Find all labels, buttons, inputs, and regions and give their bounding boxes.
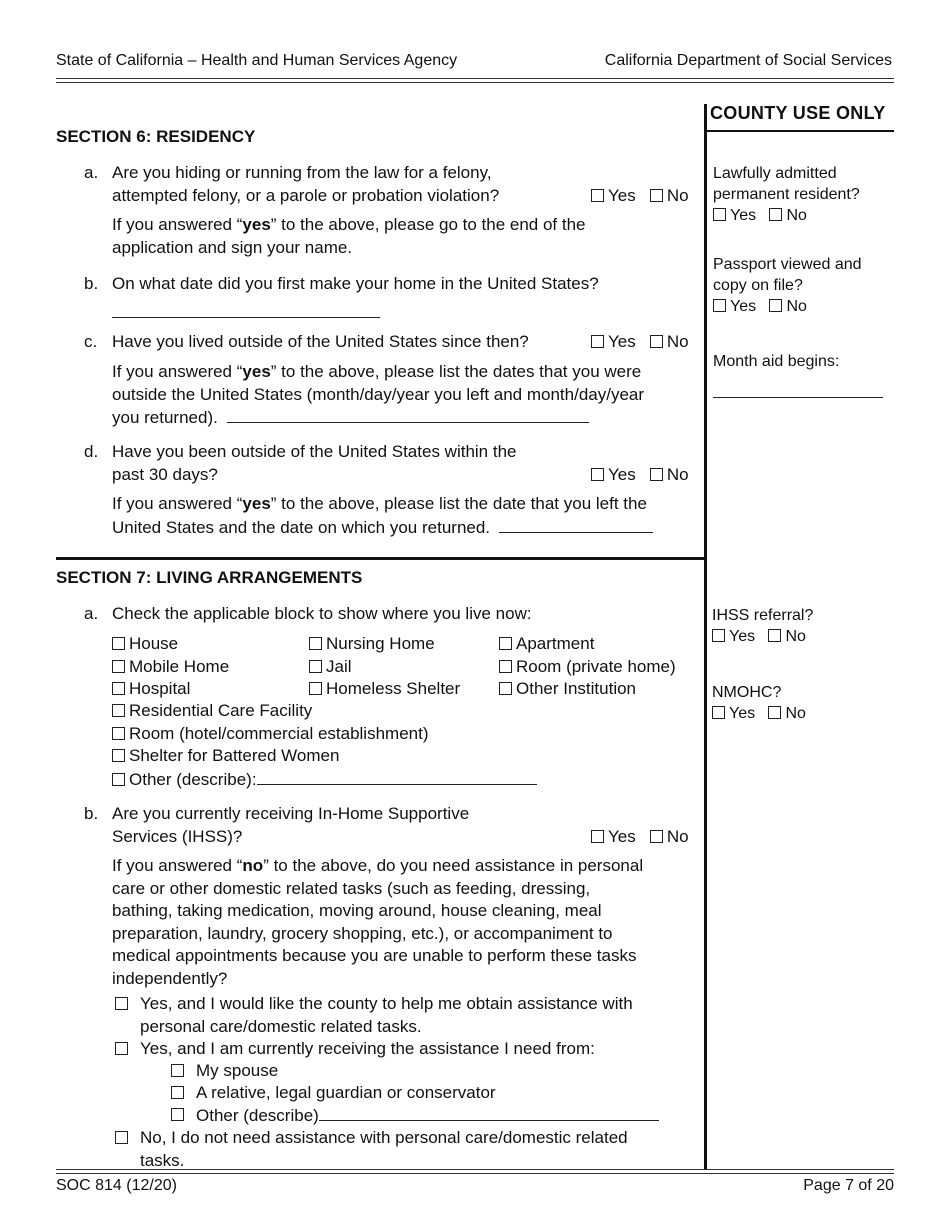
nursing-home-checkbox[interactable] (309, 637, 322, 650)
q7a-text: Check the applicable block to show where you live now: (112, 604, 532, 623)
county-title-rule (706, 130, 894, 132)
q6d-yes-no: Yes No (591, 464, 689, 487)
homeless-shelter-checkbox[interactable] (309, 682, 322, 695)
residence-col2: Nursing Home Jail Homeless Shelter (309, 633, 460, 701)
county-ihss-question: IHSS referral? Yes No (712, 607, 814, 645)
header-rule-1 (56, 78, 894, 79)
section-divider (56, 557, 707, 560)
residence-rows: Residential Care Facility Room (hotel/commercial establishment) Shelter for Battered Women Other (describe): (112, 700, 537, 791)
county-lawful-question: Lawfully admitted permanent resident? Yes No (713, 165, 860, 224)
other-helper-text: Other (describe) (196, 1104, 659, 1128)
q7b-note: If you answered “no” to the above, do you need assistance in personal care or other domestic related tasks (such as feeding, dressing, bathing, taking medication, moving around, house cleaning, meal preparation, laundry, grocery shopping, etc.), or accompaniment to medical appointments because you are unable to perform these tasks independently? (112, 856, 644, 988)
header-agency: State of California – Health and Human Services Agency (56, 52, 458, 69)
residential-care-checkbox[interactable] (112, 704, 125, 717)
q6c-text: Have you lived outside of the United States since then? (112, 332, 529, 351)
apartment-checkbox[interactable] (499, 637, 512, 650)
county-divider (704, 104, 707, 1170)
q6c-letter: c. (84, 332, 98, 351)
q6c-note: If you answered “yes” to the above, please list the dates that you were outside the United States (month/day/year you left and month/day/year you returned). (112, 362, 645, 427)
footer-rule-1 (56, 1169, 894, 1170)
month-aid-label: Month aid begins: (713, 353, 840, 370)
q7b-yes-no: Yes No (591, 826, 689, 849)
q7a-letter: a. (84, 604, 99, 623)
assist-yes-receiving-text: Yes, and I am currently receiving the assistance I need from: (140, 1039, 595, 1058)
jail-checkbox[interactable] (309, 660, 322, 673)
q6b-text: On what date did you first make your home in the United States? (112, 274, 599, 293)
q6c-yes-checkbox[interactable] (591, 335, 604, 348)
other-residence-field[interactable] (257, 768, 537, 785)
q7b-yes-checkbox[interactable] (591, 830, 604, 843)
header-rule-2 (56, 82, 894, 83)
q6a-yes-no: Yes No (591, 185, 689, 208)
q6a-no-checkbox[interactable] (650, 189, 663, 202)
nmohc-yes-checkbox[interactable] (712, 706, 725, 719)
q6c-dates-field[interactable] (227, 406, 589, 423)
q7b-letter: b. (84, 804, 99, 823)
county-nmohc-question: NMOHC? Yes No (712, 684, 806, 722)
q6a-letter: a. (84, 163, 99, 182)
county-passport-question: Passport viewed and copy on file? Yes No (713, 256, 862, 315)
residence-col3: Apartment Room (private home) Other Institution (499, 633, 676, 701)
header-department: California Department of Social Services (604, 52, 892, 69)
spouse-text: My spouse (196, 1061, 279, 1080)
page-number: Page 7 of 20 (803, 1177, 894, 1194)
q7b-no-checkbox[interactable] (650, 830, 663, 843)
q6a-text: Are you hiding or running from the law for a felony, attempted felony, or a parole or probation violation? (112, 163, 500, 205)
assist-yes-receiving-checkbox[interactable] (115, 1042, 128, 1055)
passport-no-checkbox[interactable] (769, 299, 782, 312)
county-use-title: COUNTY USE ONLY (710, 103, 886, 123)
q6d-note: If you answered “yes” to the above, please list the date that you left the United States and the date on which you returned. (112, 493, 653, 539)
assist-no-text: No, I do not need assistance with personal care/domestic related tasks. (140, 1128, 628, 1170)
q6d-no-checkbox[interactable] (650, 468, 663, 481)
ihss-referral-yes-checkbox[interactable] (712, 629, 725, 642)
assist-yes-help-checkbox[interactable] (115, 997, 128, 1010)
house-checkbox[interactable] (112, 637, 125, 650)
q6c-yes-no: Yes No (591, 331, 689, 354)
q6d-dates-field[interactable] (499, 516, 653, 533)
q6c-no-checkbox[interactable] (650, 335, 663, 348)
nmohc-no-checkbox[interactable] (768, 706, 781, 719)
month-aid-field[interactable] (713, 397, 883, 398)
assist-no-checkbox[interactable] (115, 1131, 128, 1144)
section6-title: SECTION 6: RESIDENCY (56, 127, 256, 146)
room-hotel-checkbox[interactable] (112, 727, 125, 740)
spouse-checkbox[interactable] (171, 1064, 184, 1077)
lawful-no-checkbox[interactable] (769, 208, 782, 221)
section7-title: SECTION 7: LIVING ARRANGEMENTS (56, 568, 363, 587)
room-private-home-checkbox[interactable] (499, 660, 512, 673)
other-residence-checkbox[interactable] (112, 773, 125, 786)
q6a-note: If you answered “yes” to the above, please go to the end of the application and sign your name. (112, 215, 586, 257)
shelter-battered-women-checkbox[interactable] (112, 749, 125, 762)
q6b-date-field[interactable] (112, 317, 380, 318)
q6a-yes-checkbox[interactable] (591, 189, 604, 202)
footer-rule-2 (56, 1173, 894, 1174)
other-helper-checkbox[interactable] (171, 1108, 184, 1121)
other-institution-checkbox[interactable] (499, 682, 512, 695)
q6d-letter: d. (84, 442, 99, 461)
relative-text: A relative, legal guardian or conservator (196, 1083, 496, 1102)
passport-yes-checkbox[interactable] (713, 299, 726, 312)
mobile-home-checkbox[interactable] (112, 660, 125, 673)
lawful-yes-checkbox[interactable] (713, 208, 726, 221)
ihss-referral-no-checkbox[interactable] (768, 629, 781, 642)
relative-checkbox[interactable] (171, 1086, 184, 1099)
residence-col1: House Mobile Home Hospital (112, 633, 229, 701)
q7b-text: Are you currently receiving In-Home Supportive Services (IHSS)? (112, 804, 470, 846)
q6b-letter: b. (84, 274, 99, 293)
assist-yes-help-text: Yes, and I would like the county to help me obtain assistance with personal care/domestic related tasks. (140, 994, 633, 1036)
q6d-yes-checkbox[interactable] (591, 468, 604, 481)
form-number: SOC 814 (12/20) (56, 1177, 177, 1194)
other-helper-field[interactable] (319, 1104, 659, 1121)
q6d-text: Have you been outside of the United States within the past 30 days? (112, 442, 517, 484)
hospital-checkbox[interactable] (112, 682, 125, 695)
